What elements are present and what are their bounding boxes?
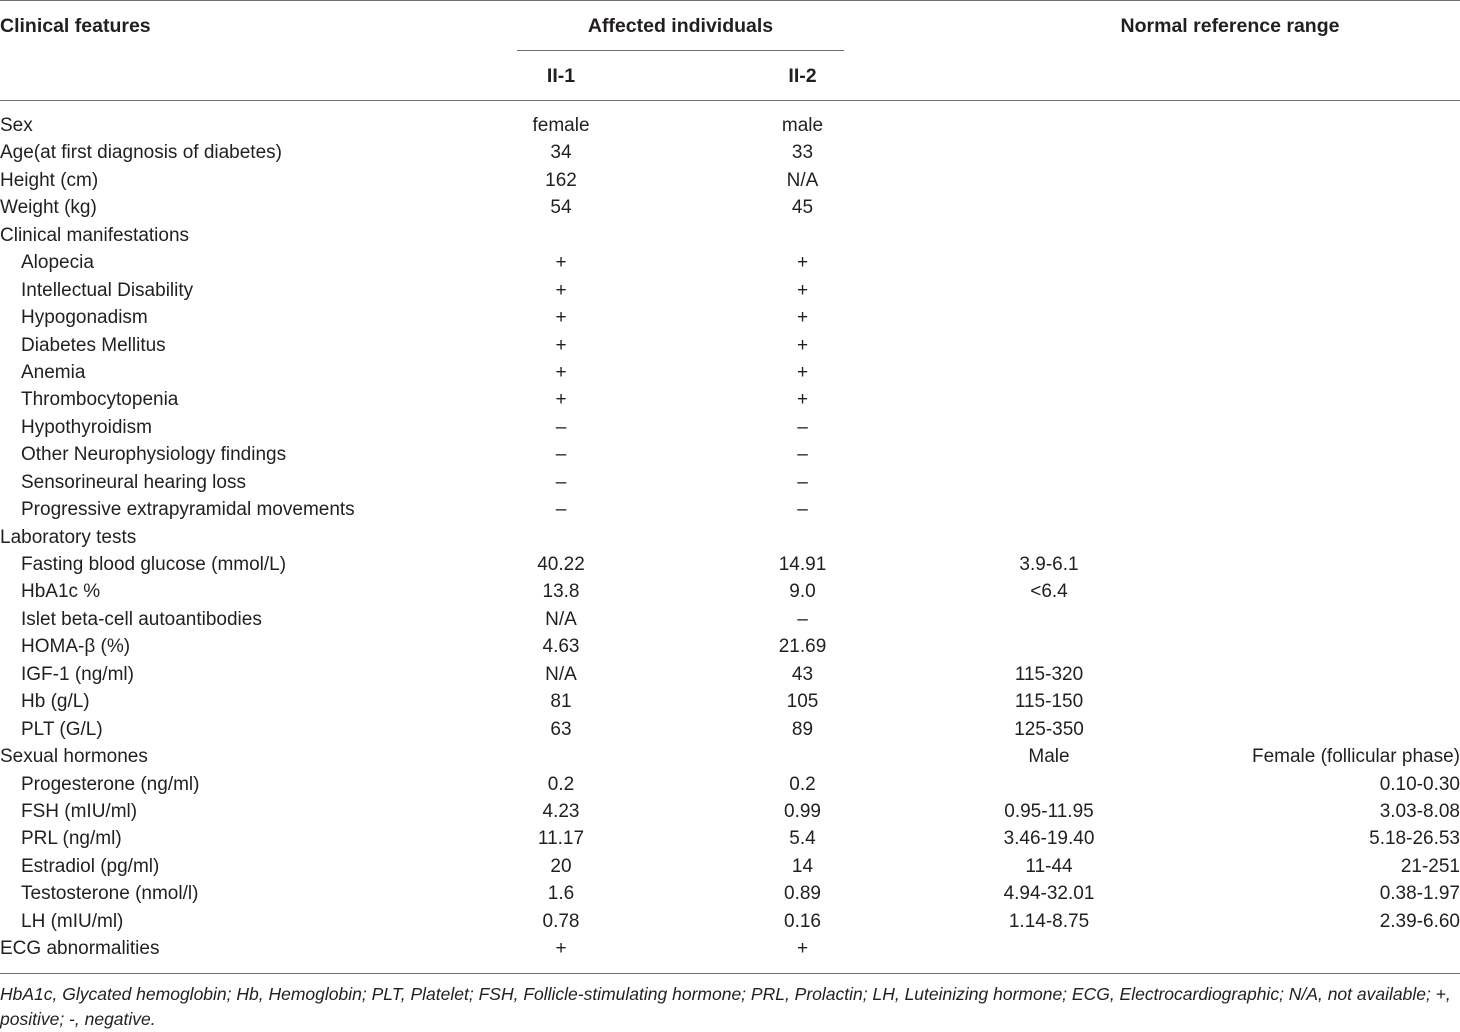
- table-row: [0, 414, 1460, 441]
- row-label: Intellectual Disability: [21, 279, 194, 301]
- row-label: FSH (mIU/ml): [21, 800, 138, 822]
- cell-ii-1: –: [555, 471, 567, 493]
- cell-ii-2: N/A: [786, 169, 819, 191]
- table-bottom-rule: [0, 973, 1460, 974]
- row-label: Islet beta-cell autoantibodies: [21, 608, 262, 630]
- cell-reference-female: Female (follicular phase): [1251, 746, 1460, 768]
- row-label: ECG abnormalities: [0, 938, 160, 960]
- cell-reference-female: 21-251: [1400, 855, 1460, 877]
- table-row: [0, 222, 1460, 249]
- table-row: [0, 716, 1460, 743]
- header-subject-ii-2: II-2: [788, 65, 817, 87]
- cell-ii-1: 54: [550, 197, 572, 219]
- cell-ii-2: 14.91: [778, 554, 827, 575]
- cell-reference-male: 3.9-6.1: [1019, 554, 1079, 575]
- row-label: Weight (kg): [0, 197, 97, 219]
- cell-reference-male: <6.4: [1030, 581, 1068, 603]
- cell-ii-1: 11.17: [537, 828, 585, 850]
- cell-ii-1: 4.23: [542, 800, 580, 822]
- table-row: [0, 578, 1460, 605]
- cell-ii-2: 0.89: [784, 883, 821, 905]
- table-row: [0, 551, 1460, 578]
- table-row: [0, 771, 1460, 798]
- cell-ii-2: male: [781, 115, 824, 136]
- table-row: [0, 441, 1460, 468]
- row-label: Height (cm): [0, 169, 99, 191]
- row-label: Hypogonadism: [21, 307, 148, 329]
- cell-ii-1: +: [555, 307, 567, 329]
- cell-ii-1: –: [555, 444, 567, 466]
- row-label: Age(at first diagnosis of diabetes): [0, 142, 282, 164]
- row-label: Progressive extrapyramidal movements: [21, 499, 355, 521]
- cell-ii-1: +: [555, 361, 567, 383]
- row-label: Progesterone (ng/ml): [21, 773, 200, 795]
- cell-ii-1: 0.2: [547, 773, 575, 795]
- cell-ii-1: 81: [550, 691, 572, 713]
- table-row: [0, 853, 1460, 880]
- cell-ii-2: 105: [786, 691, 819, 713]
- row-label: PLT (G/L): [21, 718, 103, 740]
- cell-ii-1: 4.63: [542, 636, 580, 658]
- cell-ii-2: +: [796, 279, 809, 301]
- table-row: [0, 743, 1460, 770]
- table-row: [0, 688, 1460, 715]
- cell-ii-1: 34: [550, 142, 572, 164]
- row-label: Hypothyroidism: [21, 416, 152, 438]
- cell-ii-1: 1.6: [547, 883, 575, 905]
- row-label: Sensorineural hearing loss: [21, 471, 246, 493]
- cell-ii-2: 5.4: [789, 828, 816, 850]
- cell-ii-2: +: [796, 361, 809, 383]
- header-affected-individuals: Affected individuals: [587, 15, 774, 37]
- cell-ii-2: +: [796, 334, 809, 356]
- cell-ii-1: +: [555, 252, 567, 274]
- row-label: Hb (g/L): [21, 691, 90, 713]
- cell-reference-female: 2.39-6.60: [1379, 910, 1460, 932]
- row-label: PRL (ng/ml): [21, 828, 122, 850]
- row-label: Anemia: [21, 361, 86, 383]
- cell-ii-2: 14: [791, 855, 814, 877]
- table-row: [0, 469, 1460, 496]
- row-label: Alopecia: [21, 252, 94, 274]
- cell-ii-2: 45: [791, 197, 814, 219]
- header-subject-ii-1: II-1: [546, 65, 576, 87]
- cell-ii-2: 43: [791, 663, 814, 685]
- cell-reference-male: 4.94-32.01: [1003, 883, 1095, 905]
- cell-ii-2: –: [797, 416, 808, 438]
- table-row: [0, 139, 1460, 166]
- row-label: Testosterone (nmol/l): [21, 883, 199, 905]
- cell-ii-1: 13.8: [542, 581, 580, 603]
- cell-ii-1: –: [555, 416, 567, 438]
- table-row: [0, 359, 1460, 386]
- cell-ii-2: +: [796, 252, 809, 274]
- cell-ii-1: 162: [545, 169, 577, 191]
- cell-ii-2: –: [797, 471, 808, 493]
- header-clinical-features: Clinical features: [0, 15, 151, 37]
- row-label: Laboratory tests: [0, 526, 137, 548]
- row-label: LH (mIU/ml): [21, 910, 124, 932]
- table-row: [0, 194, 1460, 221]
- cell-ii-2: 89: [791, 718, 814, 740]
- affected-spanner-rule: [517, 50, 844, 51]
- row-label: Sexual hormones: [0, 746, 148, 768]
- cell-ii-2: –: [797, 499, 808, 521]
- table-row: [0, 606, 1460, 633]
- cell-reference-female: 5.18-26.53: [1369, 828, 1460, 850]
- table-row: [0, 249, 1460, 276]
- table-row: [0, 112, 1460, 139]
- cell-reference-male: 0.95-11.95: [1004, 800, 1094, 822]
- cell-reference-male: 3.46-19.40: [1003, 828, 1095, 850]
- table-row: [0, 496, 1460, 523]
- row-label: Estradiol (pg/ml): [21, 855, 160, 877]
- cell-reference-female: 0.38-1.97: [1379, 883, 1460, 905]
- header-normal-reference-range: Normal reference range: [1120, 15, 1340, 37]
- table-row: [0, 880, 1460, 907]
- cell-ii-1: +: [555, 279, 567, 301]
- row-label: Other Neurophysiology findings: [21, 444, 287, 466]
- table-row: [0, 167, 1460, 194]
- cell-ii-2: 9.0: [789, 581, 816, 603]
- cell-ii-2: –: [797, 444, 808, 466]
- cell-reference-male: 125-350: [1014, 718, 1084, 740]
- cell-ii-2: 0.99: [784, 800, 821, 822]
- table-row: [0, 524, 1460, 551]
- header-bottom-rule: [0, 100, 1460, 101]
- row-label: Sex: [0, 115, 33, 136]
- table-row: [0, 798, 1460, 825]
- cell-ii-2: –: [797, 608, 808, 630]
- row-label: HbA1c %: [21, 581, 101, 603]
- row-label: Diabetes Mellitus: [21, 334, 166, 356]
- cell-ii-1: –: [555, 499, 567, 521]
- cell-reference-male: 11-44: [1025, 855, 1073, 877]
- cell-ii-1: female: [532, 115, 590, 136]
- cell-reference-male: 115-150: [1014, 691, 1084, 713]
- table-row: [0, 908, 1460, 935]
- row-label: Clinical manifestations: [0, 224, 190, 246]
- row-label: Fasting blood glucose (mmol/L): [21, 554, 287, 575]
- cell-reference-male: 115-320: [1014, 663, 1084, 685]
- cell-ii-2: 33: [791, 142, 814, 164]
- top-rule: [0, 0, 1460, 1]
- table-row: [0, 332, 1460, 359]
- row-label: Thrombocytopenia: [21, 389, 179, 411]
- cell-ii-2: +: [796, 307, 809, 329]
- table-row: [0, 661, 1460, 688]
- cell-reference-male: Male: [1028, 746, 1070, 768]
- cell-ii-2: 0.2: [789, 773, 816, 795]
- cell-reference-male: 1.14-8.75: [1008, 910, 1090, 932]
- table-row: [0, 386, 1460, 413]
- cell-ii-2: +: [796, 389, 809, 411]
- table-footnote: HbA1c, Glycated hemoglobin; Hb, Hemoglobin; PLT, Platelet; FSH, Follicle-stimulating hormone; PRL, Prolactin; LH, Luteinizing hormone; ECG, Electrocardiographic; N/A, not available; +, positive; -, negative.: [0, 984, 1451, 1029]
- cell-ii-1: N/A: [545, 663, 577, 685]
- cell-reference-female: 0.10-0.30: [1379, 773, 1460, 795]
- table-row: [0, 825, 1460, 852]
- table-row: [0, 304, 1460, 331]
- row-label: IGF-1 (ng/ml): [21, 663, 134, 685]
- cell-ii-1: 0.78: [542, 910, 580, 932]
- cell-ii-2: 0.16: [784, 910, 821, 932]
- table-row: [0, 633, 1460, 660]
- table-row: [0, 277, 1460, 304]
- cell-ii-2: 21.69: [778, 636, 827, 658]
- cell-ii-1: +: [555, 938, 567, 960]
- cell-ii-1: 40.22: [537, 554, 585, 575]
- row-label: HOMA-β (%): [21, 636, 131, 658]
- clinical-table-body: [0, 112, 1460, 963]
- cell-ii-1: 20: [550, 855, 572, 877]
- cell-reference-female: 3.03-8.08: [1379, 800, 1460, 822]
- cell-ii-1: N/A: [545, 608, 577, 630]
- cell-ii-2: +: [796, 938, 809, 960]
- cell-ii-1: 63: [550, 718, 572, 740]
- table-row: [0, 935, 1460, 962]
- cell-ii-1: +: [555, 334, 567, 356]
- cell-ii-1: +: [555, 389, 567, 411]
